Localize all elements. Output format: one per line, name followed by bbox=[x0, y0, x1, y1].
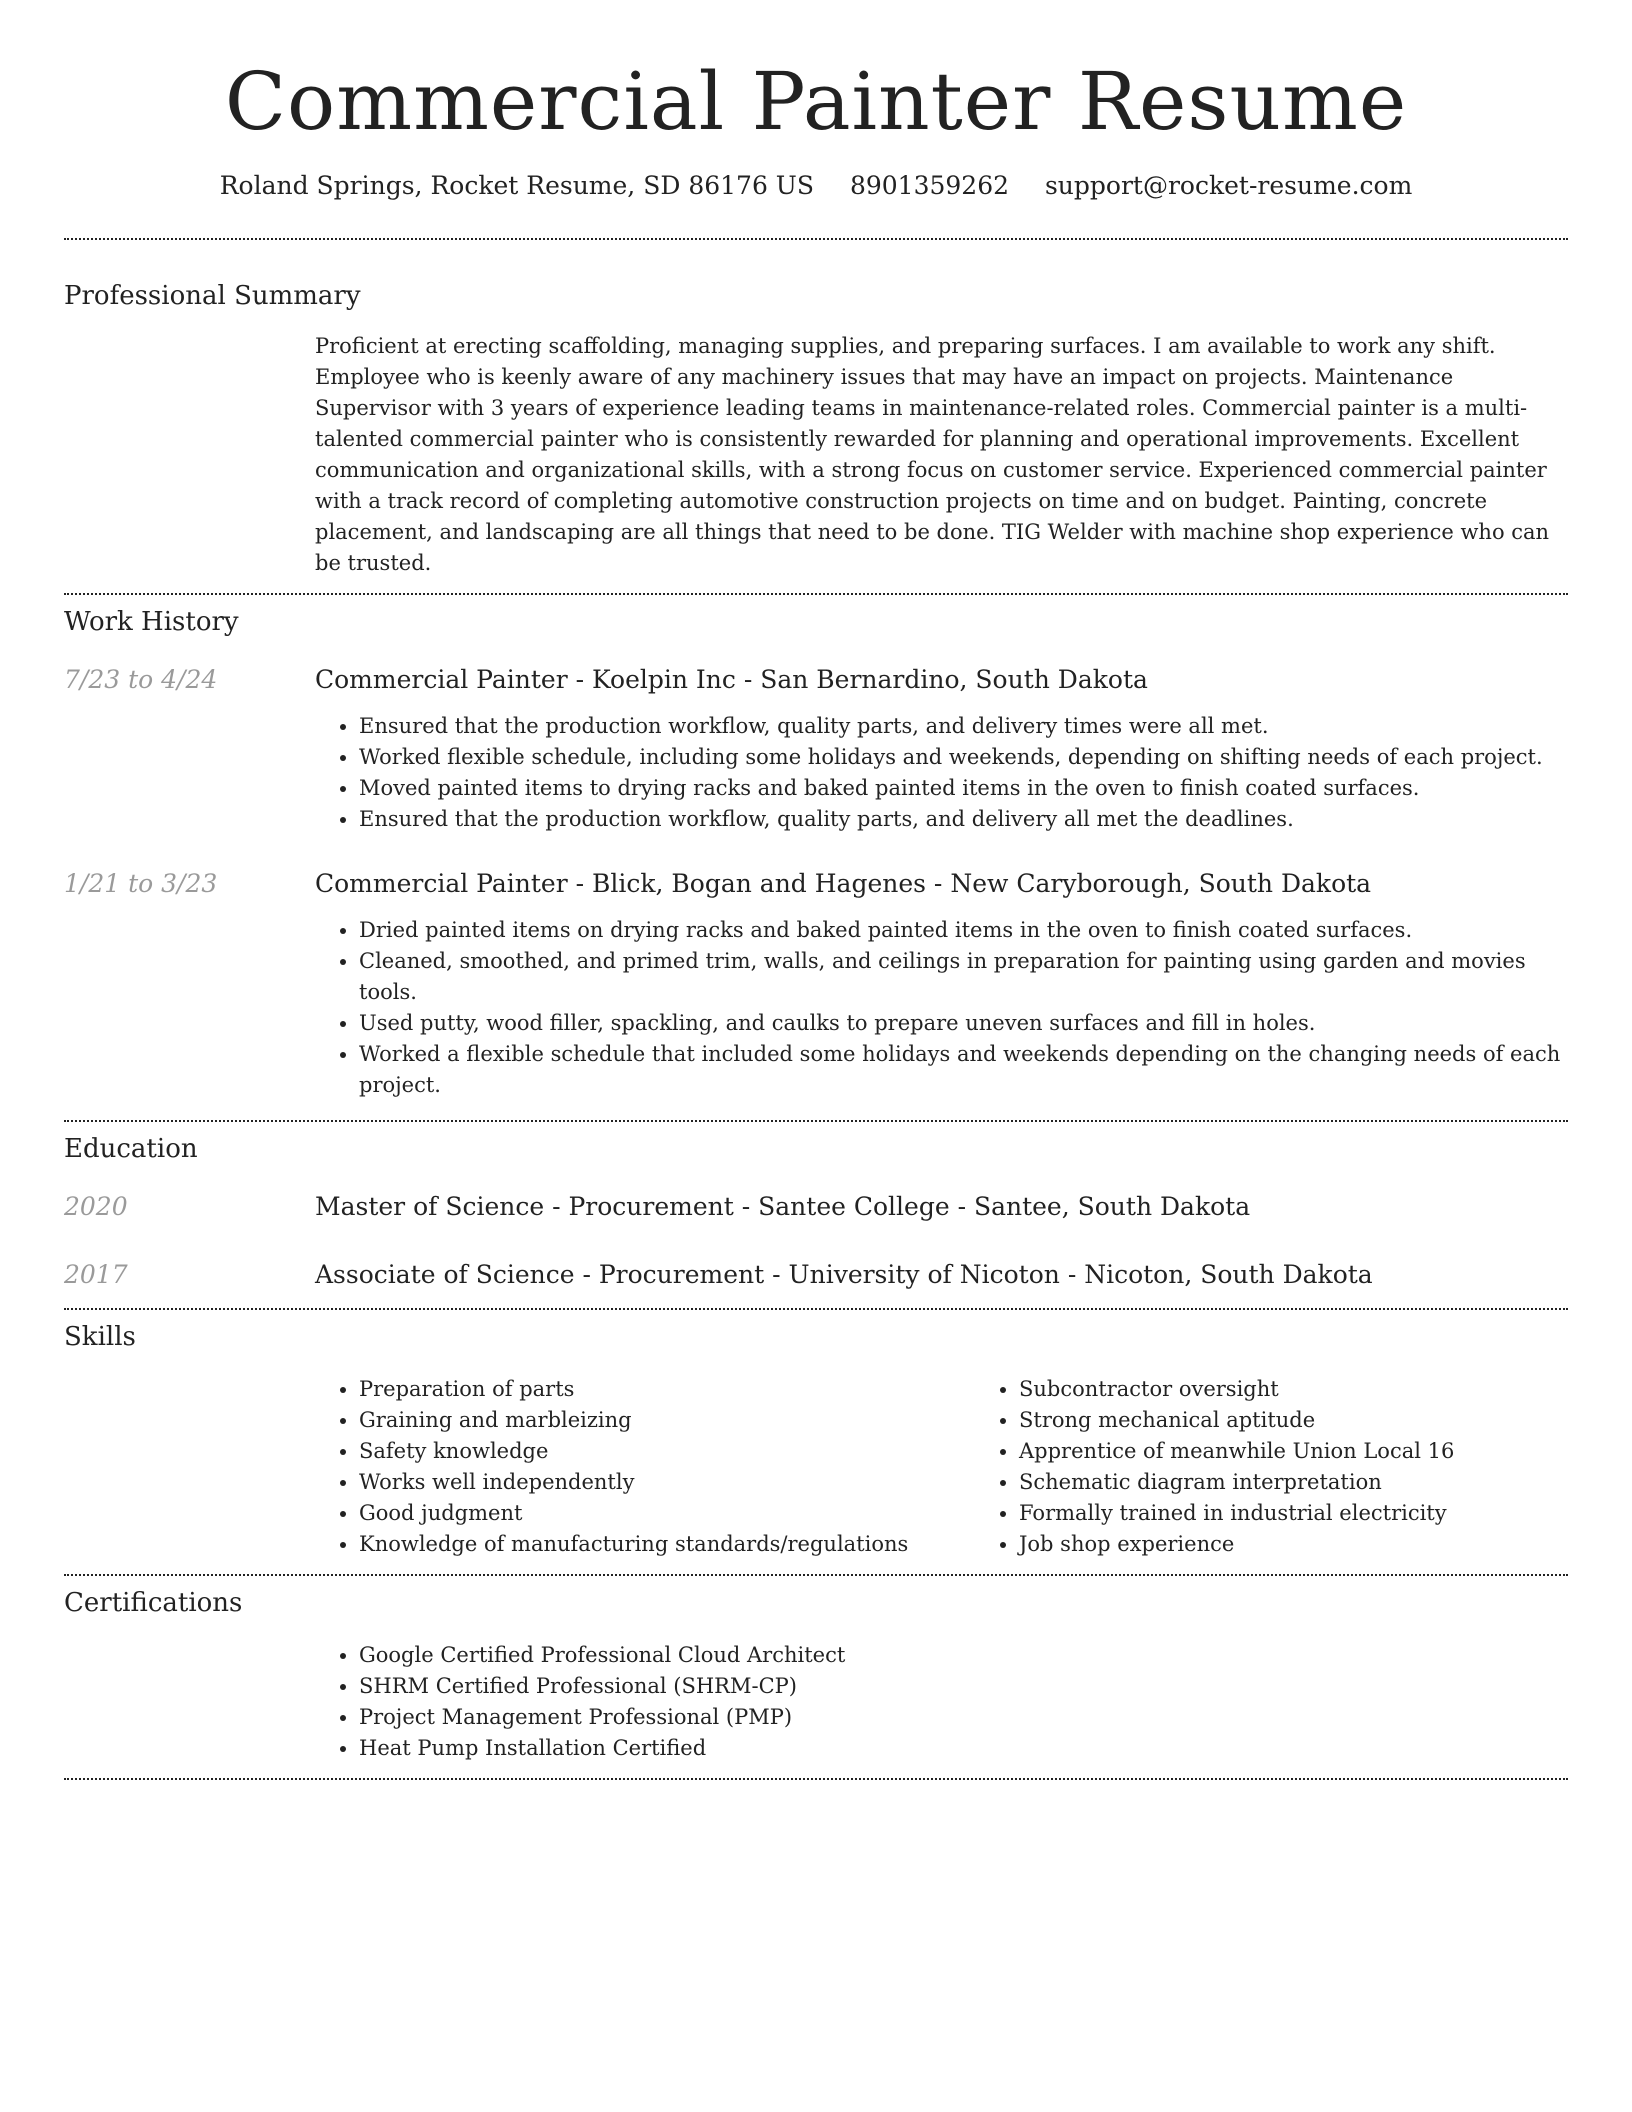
skills-list-left bbox=[315, 1374, 975, 1560]
skills-section bbox=[64, 1310, 1568, 1560]
job-bullet: • Worked flexible schedule, including some holidays and weekends, depending on shifting needs of each project. bbox=[359, 742, 1568, 773]
job-bullets bbox=[315, 711, 1568, 835]
skill-item: • Schematic diagram interpretation bbox=[1019, 1467, 1619, 1498]
section-heading-summary: Professional Summary bbox=[64, 281, 361, 311]
education-degree: Master of Science - Procurement - Santee College - Santee, South Dakota bbox=[315, 1192, 1251, 1221]
summary-section bbox=[64, 240, 1568, 579]
job-bullet: • Worked a flexible schedule that included some holidays and weekends depending on the changing needs of each project. bbox=[359, 1039, 1568, 1101]
skill-item: • Preparation of parts bbox=[359, 1374, 975, 1405]
skill-item: • Job shop experience bbox=[1019, 1529, 1619, 1560]
skill-item: • Formally trained in industrial electricity bbox=[1019, 1498, 1619, 1529]
job-title: Commercial Painter - Blick, Bogan and Hagenes - New Caryborough, South Dakota bbox=[315, 869, 1372, 898]
job-bullet: • Used putty, wood filler, spackling, and caulks to prepare uneven surfaces and fill in holes. bbox=[359, 1008, 1568, 1039]
job-dates: 1/21 to 3/23 bbox=[64, 869, 218, 898]
section-heading-work: Work History bbox=[64, 607, 239, 637]
job-entry bbox=[64, 663, 1568, 835]
job-bullet: • Ensured that the production workflow, quality parts, and delivery all met the deadlines. bbox=[359, 804, 1568, 835]
section-divider bbox=[64, 1778, 1568, 1780]
skills-list-right bbox=[975, 1374, 1619, 1560]
contact-phone: 8901359262 bbox=[849, 171, 1010, 200]
education-entry bbox=[64, 1190, 1568, 1224]
certifications-section bbox=[64, 1576, 1568, 1764]
resume-page bbox=[64, 0, 1568, 1780]
skill-item: • Good judgment bbox=[359, 1498, 975, 1529]
contact-email: support@rocket-resume.com bbox=[1044, 171, 1413, 200]
summary-spacer bbox=[64, 331, 315, 579]
skill-item: • Works well independently bbox=[359, 1467, 975, 1498]
contact-address: Roland Springs, Rocket Resume, SD 86176 US bbox=[219, 171, 814, 200]
skill-item: • Graining and marbleizing bbox=[359, 1405, 975, 1436]
resume-title: Commercial Painter Resume bbox=[224, 55, 1408, 148]
skill-item: • Knowledge of manufacturing standards/regulations bbox=[359, 1529, 975, 1560]
work-history-section bbox=[64, 595, 1568, 1101]
education-section bbox=[64, 1122, 1568, 1292]
skill-item: • Strong mechanical aptitude bbox=[1019, 1405, 1619, 1436]
job-bullet: • Moved painted items to drying racks and baked painted items in the oven to finish coated surfaces. bbox=[359, 773, 1568, 804]
education-entry bbox=[64, 1258, 1568, 1292]
job-bullets bbox=[315, 915, 1568, 1101]
job-dates: 7/23 to 4/24 bbox=[64, 665, 218, 694]
education-year: 2020 bbox=[64, 1192, 128, 1221]
skill-item: • Safety knowledge bbox=[359, 1436, 975, 1467]
skills-spacer bbox=[64, 1374, 315, 1560]
skill-item: • Subcontractor oversight bbox=[1019, 1374, 1619, 1405]
certification-item: • SHRM Certified Professional (SHRM-CP) bbox=[359, 1671, 1568, 1702]
contact-line bbox=[64, 166, 1568, 206]
job-entry bbox=[64, 867, 1568, 1101]
certifications-list bbox=[315, 1640, 1568, 1764]
job-title: Commercial Painter - Koelpin Inc - San Bernardino, South Dakota bbox=[315, 665, 1148, 694]
section-heading-education: Education bbox=[64, 1134, 198, 1164]
section-heading-skills: Skills bbox=[64, 1322, 136, 1352]
job-bullet: • Ensured that the production workflow, quality parts, and delivery times were all met. bbox=[359, 711, 1568, 742]
certification-item: • Heat Pump Installation Certified bbox=[359, 1733, 1568, 1764]
summary-text: Proficient at erecting scaffolding, managing supplies, and preparing surfaces. I am available to work any shift. Employee who is keenly aware of any machinery issues that may have an impact on projects. Maintenance Supervisor with 3 years of experience leading teams in maintenance-related roles. Commercial painter is a multi-talented commercial painter who is consistently rewarded for planning and operational improvements. Excellent communication and organizational skills, with a strong focus on customer service. Experienced commercial painter with a track record of completing automotive construction projects on time and on budget. Painting, concrete placement, and landscaping are all things that need to be done. TIG Welder with machine shop experience who can be trusted. bbox=[315, 334, 1550, 575]
certification-item: • Google Certified Professional Cloud Architect bbox=[359, 1640, 1568, 1671]
section-heading-certifications: Certifications bbox=[64, 1588, 243, 1618]
education-degree: Associate of Science - Procurement - University of Nicoton - Nicoton, South Dakota bbox=[315, 1260, 1373, 1289]
education-year: 2017 bbox=[64, 1260, 128, 1289]
skill-item: • Apprentice of meanwhile Union Local 16 bbox=[1019, 1436, 1619, 1467]
certifications-spacer bbox=[64, 1640, 315, 1764]
job-bullet: • Dried painted items on drying racks and baked painted items in the oven to finish coated surfaces. bbox=[359, 915, 1568, 946]
certification-item: • Project Management Professional (PMP) bbox=[359, 1702, 1568, 1733]
job-bullet: • Cleaned, smoothed, and primed trim, walls, and ceilings in preparation for painting using garden and movies tools. bbox=[359, 946, 1568, 1008]
